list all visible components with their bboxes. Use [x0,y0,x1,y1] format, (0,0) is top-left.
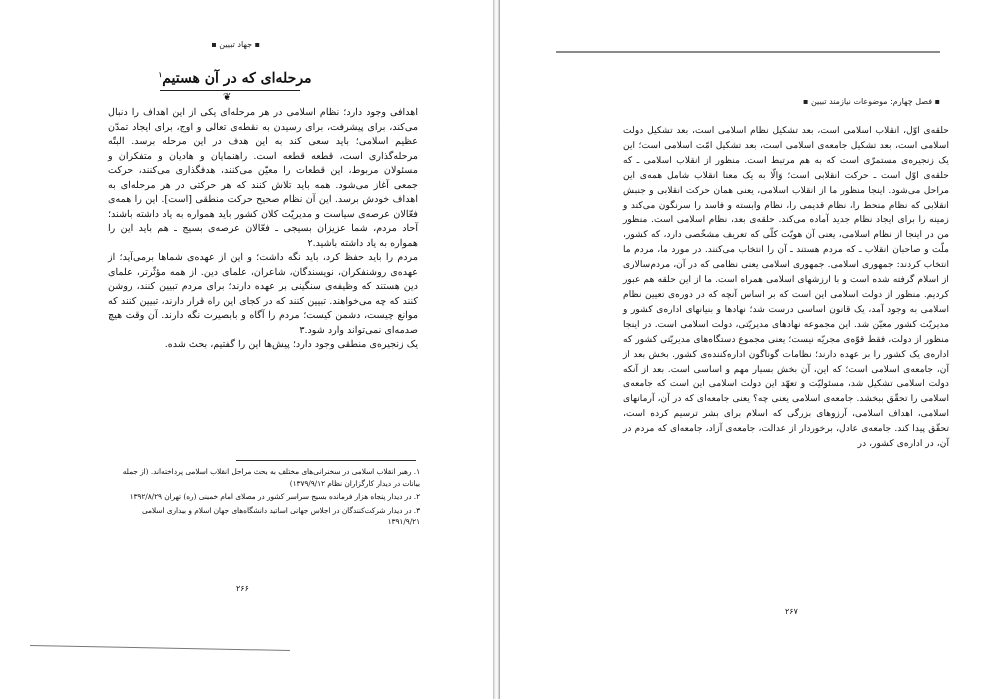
book-gutter [493,0,500,699]
footnote-divider [236,460,416,461]
title-underline [160,90,300,91]
paragraph: حلقه‌ی اوّل، انقلاب اسلامی است، بعد تشکیل نظام اسلامی است، بعد تشکیل دولت اسلامی است، بعد تشکیل جامعه‌ی اسلامی است، بعد تشکیل امّت اسلامی است؛ این یک زنجیره‌ی مستمرّی است که به هم مرتبط است. منظور از انقلاب اسلامی ـ که حلقه‌ی اوّل است ـ حرکت انقلابی است؛ وَالّا به یک معنا انقلاب شامل همه‌ی این مراحل می‌شود. اینجا منظور ما از انقلاب اسلامی، یعنی همان حرکت انقلابی و جنبش انقلابی که نظام منحط را، نظام قدیمی را، نظام وابسته و فاسد را سرنگون می‌کند و زمینه را برای ایجاد نظام جدید آماده می‌کند. حلقه‌ی بعد، نظام اسلامی است. منظور من در اینجا از نظام اسلامی، یعنی آن هویّت کلّی که تعریف مشخّصی دارد، که کشور، ملّت و صاحبان انقلاب ـ که مردم هستند ـ آن را انتخاب می‌کنند. در مورد ما، مردم ما انتخاب کردند: جمهوری اسلامی. جمهوری اسلامی یعنی نظامی که در آن، مردم‌سالاری از اسلام گرفته شده است و با ارزشهای اسلامی همراه است. ما از این حلقه هم عبور کردیم. منظور از دولت اسلامی این است که بر اساس آنچه که در دوره‌ی تعیین نظام اسلامی به وجود آمد، یک قانون اساسی درست شد؛ نهادها و بنیانهای اداره‌ی کشور و مدیریّت کشور معیّن شد. این مجموعه نهادهای مدیریّتی، دولت اسلامی است. در اینجا منظور از دولت، فقط قوّه‌ی مجریّه نیست؛ یعنی مجموع دستگاه‌های مدیریّتی کشور که اداره‌ی یک کشور را بر عهده دارند؛ نظامات گوناگون اداره‌کننده‌ی کشور. بخش بعد از آن، جامعه‌ی اسلامی است؛ که این، آن بخش بسیار مهم و اساسی است. بعد از آنکه دولت اسلامی تشکیل شد، مسئولیّت و تعهّد این دولت اسلامی این است که جامعه‌ی اسلامی را تحقّق ببخشد. جامعه‌ی اسلامی یعنی چه؟ یعنی جامعه‌ای که در آن، آرمانهای اسلامی، اهداف اسلامی، آرزوهای بزرگی که اسلام برای بشر ترسیم کرده است، تحقّق پیدا کند. جامعه‌ی عادل، برخوردار از عدالت، جامعه‌ی آزاد، جامعه‌ای که مردم در آن، در اداره‌ی کشور، در [623,125,949,450]
left-running-head: ▪ جهاد تبیین ▪ [211,40,260,49]
footnote-item: ۳. در دیدار شرکت‌کنندگان در اجلاس جهانی اساتید دانشگاه‌های جهان اسلام و بیداری اسلامی ۱۳۹۱/۹/۲۱ [141,505,420,526]
title-footnote-mark: ۱ [158,70,163,79]
left-body-text [108,106,418,353]
right-body-text [623,124,949,452]
footnote-item: ۲. در دیدار پنجاه هزار فرمانده بسیج سراسر کشور در مصلای امام خمینی (ره) تهران ۱۳۹۲/۸/۲۹ [129,492,420,501]
top-rule [556,51,940,53]
right-running-head: ▪ فصل چهارم: موضوعات نیازمند تبیین ▪ [803,97,940,106]
paragraph: مردم را باید حفظ کرد، باید نگه داشت؛ و این از عهده‌ی شماها برمی‌آید؛ از عهده‌ی روشنفکران، نویسندگان، شاعران، علمای دین. از همه مؤثّرتر، علمای دین هستند که وظیفه‌ی سنگینی بر عهده دارند؛ برای مردم تبیین کنند، روشن کنند که چه می‌خواهند. تبیین کنند که در کجای این راه قرار دارند، تبیین کنند که موانع چیست، دشمن کیست؛ مردم را آگاه و بابصیرت نگه دارند. آن وقت هیچ صدمه‌ای نمی‌تواند وارد شود.۳ [108,252,418,336]
left-page [0,0,493,699]
paragraph: یک زنجیره‌ی منطقی وجود دارد؛ پیش‌ها این را گفتیم، بحث شده. [164,339,418,350]
section-title [130,70,340,87]
scan-artifact-line [30,645,290,651]
paragraph: اهدافی وجود دارد؛ نظام اسلامی در هر مرحله‌ای یکی از این اهداف را دنبال می‌کند، برای پیشرفت، برای رسیدن به نقطه‌ی تعالی و اوج، برای ایجاد تمدّن عظیم اسلامی؛ باید سعی کند به این هدف در این مرحله برسد. البتّه مرحله‌گذاری است، قطعه قطعه است. راهنمایان و هادیان و متفکران و مسئولان مربوط، این قطعات را معیّن می‌کنند، هدفگذاری می‌کنند، حرکت جمعی آغاز می‌شود. همه باید تلاش کنند که هر حرکتی در هر مرحله‌ای به اهداف خودش برسد. این آن نظام صحیح حرکت منطقی [است]. این را همه‌ی فعّالان عرصه‌ی سیاست و مدیریّت کلان کشور باید همواره به یاد داشته باشند؛ آحاد مردم، شما عزیزان بسیجی ـ فعّالان عرصه‌ی بسیج ـ هم باید این را همواره به یاد داشته باشید.۲ [108,107,418,249]
left-page-number: ۲۶۶ [236,584,249,593]
footnote-item: ۱. رهبر انقلاب اسلامی در سخنرانی‌های مختلف به بحث مراحل انقلاب اسلامی پرداخته‌اند. (از جمله بیانات در دیدار کارگزاران نظام ۱۳۷۹/۹/۱۲) [122,467,420,488]
ornament-icon: ❦ [223,92,232,103]
section-title-text: مرحله‌ای که در آن هستیم [162,70,312,87]
footnotes [108,466,420,530]
right-page-number: ۲۶۷ [785,607,798,616]
right-page [500,0,994,699]
